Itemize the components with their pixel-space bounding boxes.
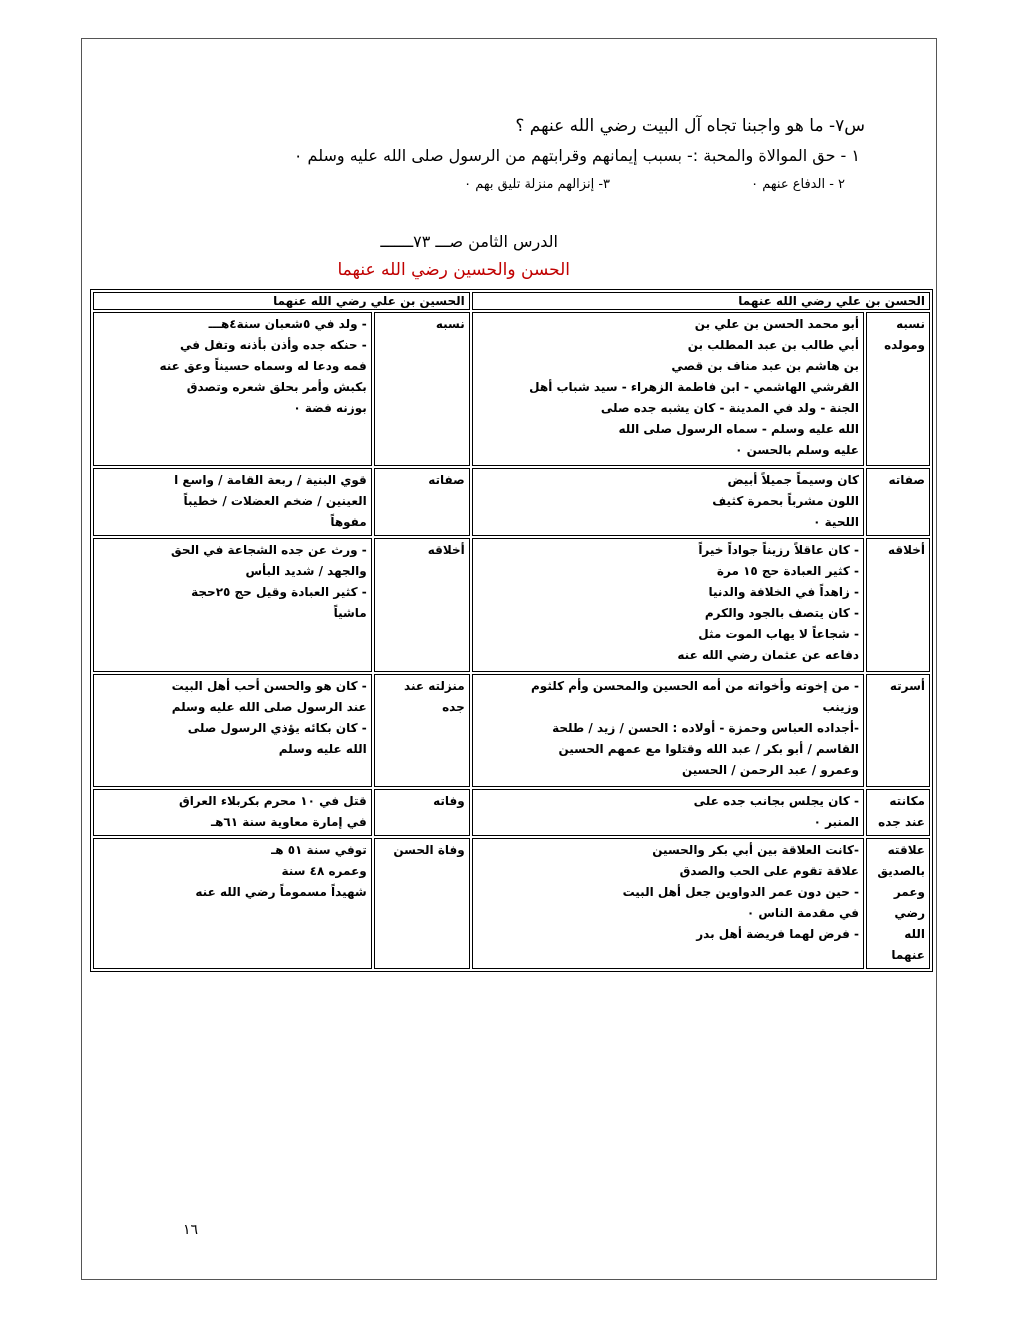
cell-line: شهيداً مسموماً رضي الله عنه <box>195 885 367 899</box>
hasan-row-label: مكانته عند جده <box>866 789 930 836</box>
cell-line: اللحية ٠ <box>813 515 859 529</box>
hasan-row-label: صفاته <box>866 468 930 536</box>
cell-line: - كان بكائه يؤذي الرسول صلى <box>187 721 367 735</box>
cell-line: أبو محمد الحسن بن علي بن <box>694 317 859 331</box>
cell-line: أبي طالب بن عبد المطلب بن <box>687 338 859 352</box>
cell-line: ماشياً <box>333 606 367 620</box>
cell-line: عليه وسلم بالحسن ٠ <box>735 443 859 457</box>
cell-line: كان وسيماً جميلاً أبيض <box>727 473 859 487</box>
cell-line: وعمره ٤٨ سنة <box>281 864 367 878</box>
cell-line: علاقة تقوم على الحب والصدق <box>679 864 859 878</box>
cell-line: عند الرسول صلى الله عليه وسلم <box>171 700 367 714</box>
cell-line: القرشي الهاشمي - ابن فاطمة الزهراء - سيد شباب أهل <box>529 380 859 394</box>
cell-line: في مقدمة الناس ٠ <box>746 906 859 920</box>
cell-line: المنبر ٠ <box>813 815 859 829</box>
cell-line: - من إخوته وأخواته من أمه الحسين والمحسن وأم كلثوم <box>531 679 859 693</box>
cell-line: -أجداده العباس وحمزة - أولاده : الحسن / زيد / طلحة <box>552 721 859 735</box>
cell-line: - حين دون عمر الدواوين جعل أهل البيت <box>622 885 859 899</box>
cell-line: والجهد / شديد البأس <box>245 564 367 578</box>
husayn-row-label: نسبه <box>374 312 470 466</box>
husayn-row-content <box>93 312 372 466</box>
cell-line: دفاعه عن عثمان رضي الله عنه <box>677 648 859 662</box>
answer-1-text: ١ - حق الموالاة والمحبة :- بسبب إيمانهم وقرابتهم من الرسول صلى الله عليه وسلم ٠ <box>293 146 860 165</box>
question-text: س٧- ما هو واجبنا تجاه آل البيت رضي الله عنهم ؟ <box>515 116 865 136</box>
cell-line: الله عليه وسلم <box>278 742 367 756</box>
answer-2-text: ٢ - الدفاع عنهم ٠ <box>751 177 845 192</box>
cell-line: وزينب <box>822 700 859 714</box>
comparison-table <box>90 289 933 972</box>
husayn-row-label: منزلته عند جده <box>374 674 470 787</box>
cell-line: بن هاشم بن عبد مناف بن قصي <box>671 359 859 373</box>
answer-3-text: ٣- إنزالهم منزلة تليق بهم ٠ <box>464 177 610 192</box>
cell-line: - شجاعاً لا يهاب الموت مثل <box>698 627 859 641</box>
cell-line: بوزنه فضة ٠ <box>293 401 367 415</box>
table-body <box>93 312 930 969</box>
table-row <box>93 789 930 836</box>
cell-line: بكبش وأمر بحلق شعره وتصدق <box>186 380 367 394</box>
cell-line: القاسم / أبو بكر / عبد الله وقتلوا مع عمهم الحسين <box>558 742 859 756</box>
cell-line: وعمرو / عبد الرحمن / الحسين <box>681 763 859 777</box>
cell-line: قتل في ١٠ محرم بكربلاء العراق <box>178 794 367 808</box>
cell-line: - حنكه جده وأذن بأذنه وتفل في <box>179 338 367 352</box>
table-row <box>93 312 930 466</box>
cell-line: الله عليه وسلم - سماه الرسول صلى الله <box>618 422 859 436</box>
husayn-row-content <box>93 838 372 969</box>
cell-line: - كان عاقلاً رزيناً جواداً خيراً <box>698 543 859 557</box>
husayn-row-content <box>93 538 372 672</box>
husayn-row-content <box>93 674 372 787</box>
cell-line: الجنة - ولد في المدينة - كان يشبه جده صلى <box>600 401 859 415</box>
hasan-row-content <box>472 312 864 466</box>
cell-line: فمه ودعا له وسماه حسيناً وعق عنه <box>159 359 367 373</box>
cell-line: مفوهاً <box>330 515 367 529</box>
hasan-row-content <box>472 538 864 672</box>
husayn-row-content <box>93 468 372 536</box>
page-title: الحسن والحسين رضي الله عنهما <box>337 260 570 280</box>
cell-line: - كان هو والحسن أحب أهل البيت <box>171 679 367 693</box>
husayn-row-label: وفاته <box>374 789 470 836</box>
table-header-row <box>93 292 930 310</box>
hasan-row-content <box>472 468 864 536</box>
header-husayn: الحسين بن علي رضي الله عنهما <box>93 292 470 310</box>
cell-line: العينين / ضخم العضلات / خطيباً <box>183 494 367 508</box>
cell-line: - كان يتصف بالجود والكرم <box>704 606 859 620</box>
cell-line: - ولد في ٥شعبان سنة٤هـــ <box>208 317 367 331</box>
lesson-heading: الدرس الثامن صـــ ٧٣ـــــــ <box>380 232 558 251</box>
cell-line: توفي سنة ٥١ هـ <box>271 843 367 857</box>
husayn-row-label: صفاته <box>374 468 470 536</box>
hasan-row-content <box>472 674 864 787</box>
cell-line: -كانت العلاقة بين أبي بكر والحسين <box>652 843 859 857</box>
hasan-row-label: أخلاقه <box>866 538 930 672</box>
hasan-row-label: علاقته بالصديق وعمر رضي الله عنهما <box>866 838 930 969</box>
table-row <box>93 538 930 672</box>
cell-line: في إمارة معاوية سنة ٦١هـ <box>210 815 367 829</box>
husayn-row-content <box>93 789 372 836</box>
cell-line: - ورث عن جده الشجاعة في الحق <box>171 543 367 557</box>
table-row <box>93 674 930 787</box>
header-hasan: الحسن بن علي رضي الله عنهما <box>472 292 930 310</box>
cell-line: اللون مشرباً بحمرة كثيف <box>712 494 859 508</box>
table-row <box>93 838 930 969</box>
hasan-row-content <box>472 838 864 969</box>
page-number: ١٦ <box>183 1222 199 1238</box>
hasan-row-label: نسبه ومولده <box>866 312 930 466</box>
husayn-row-label: وفاة الحسن <box>374 838 470 969</box>
hasan-row-content <box>472 789 864 836</box>
cell-line: - فرض لهما فريضة أهل بدر <box>696 927 859 941</box>
cell-line: - كان يجلس بجانب جده على <box>693 794 859 808</box>
husayn-row-label: أخلاقه <box>374 538 470 672</box>
table-row <box>93 468 930 536</box>
cell-line: قوي البنية / ربعة القامة / واسع ا <box>174 473 367 487</box>
cell-line: - كثير العبادة وقيل حج ٢٥حجة <box>191 585 367 599</box>
cell-line: - زاهداً في الخلافة والدنيا <box>708 585 859 599</box>
hasan-row-label: أسرته <box>866 674 930 787</box>
cell-line: - كثير العبادة حج ١٥ مرة <box>716 564 859 578</box>
